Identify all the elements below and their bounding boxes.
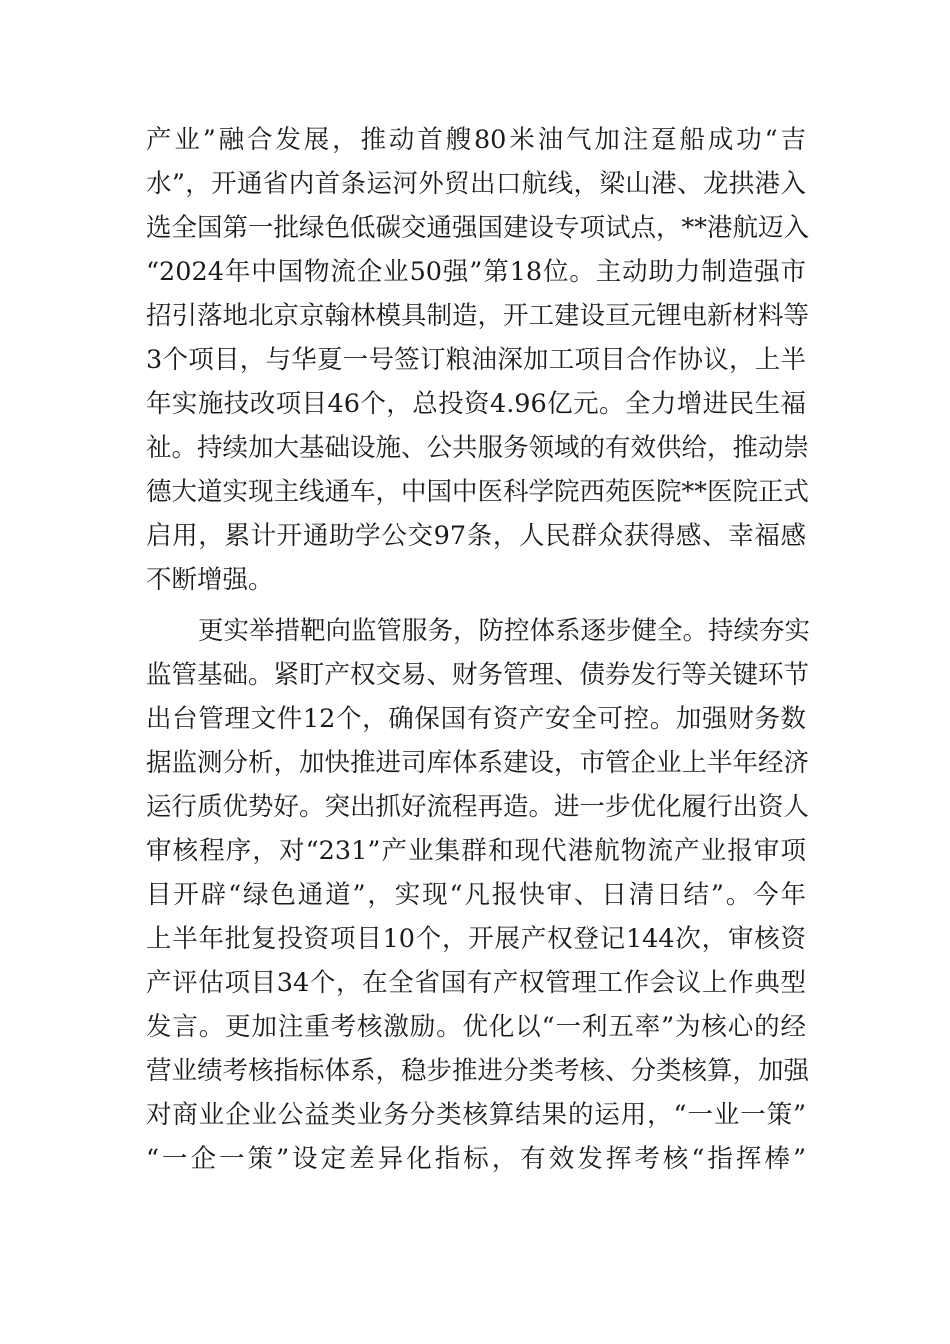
text-line: 审核程序，对“231”产业集群和现代港航物流产业报审项: [146, 836, 806, 866]
text-line: 监管基础。紧盯产权交易、财务管理、债券发行等关键环节: [146, 660, 810, 690]
text-line: 目开辟“绿色通道”，实现“凡报快审、日清日结”。今年: [146, 880, 806, 910]
text-line: 祉。持续加大基础设施、公共服务领域的有效供给，推动崇: [146, 433, 810, 463]
text-line: 产业”融合发展，推动首艘80米油气加注趸船成功“吉: [146, 125, 806, 155]
text-line: 运行质优势好。突出抓好流程再造。进一步优化履行出资人: [146, 792, 810, 822]
text-line: 对商业企业公益类业务分类核算结果的运用，“一业一策”: [146, 1100, 806, 1130]
text-line: 启用，累计开通助学公交97条，人民群众获得感、幸福感: [146, 521, 806, 551]
paragraph-first-line: 更实举措靶向监管服务，防控体系逐步健全。持续夯实: [198, 616, 811, 646]
text-line: 出台管理文件12个，确保国有资产安全可控。加强财务数: [146, 704, 806, 734]
text-line: 3个项目，与华夏一号签订粮油深加工项目合作协议，上半: [146, 345, 806, 375]
text-line: 不断增强。: [146, 565, 274, 595]
text-line: “一企一策”设定差异化指标，有效发挥考核“指挥棒”: [146, 1144, 806, 1174]
text-line: 据监测分析，加快推进司库体系建设，市管企业上半年经济: [146, 748, 810, 778]
text-line: “2024年中国物流企业50强”第18位。主动助力制造强市: [146, 257, 806, 287]
text-line: 营业绩考核指标体系，稳步推进分类考核、分类核算，加强: [146, 1056, 810, 1086]
text-line: 德大道实现主线通车，中国中医科学院西苑医院**医院正式: [146, 477, 810, 507]
text-line: 发言。更加注重考核激励。优化以“一利五率”为核心的经: [146, 1012, 806, 1042]
text-line: 水”，开通省内首条运河外贸出口航线，梁山港、龙拱港入: [146, 169, 806, 199]
text-line: 产评估项目34个，在全省国有产权管理工作会议上作典型: [146, 968, 806, 998]
text-line: 招引落地北京京翰林模具制造，开工建设亘元锂电新材料等: [146, 301, 810, 331]
text-line: 选全国第一批绿色低碳交通强国建设专项试点，**港航迈入: [146, 213, 810, 243]
text-line: 上半年批复投资项目10个，开展产权登记144次，审核资: [146, 924, 806, 954]
text-line: 年实施技改项目46个，总投资4.96亿元。全力增进民生福: [146, 389, 806, 419]
